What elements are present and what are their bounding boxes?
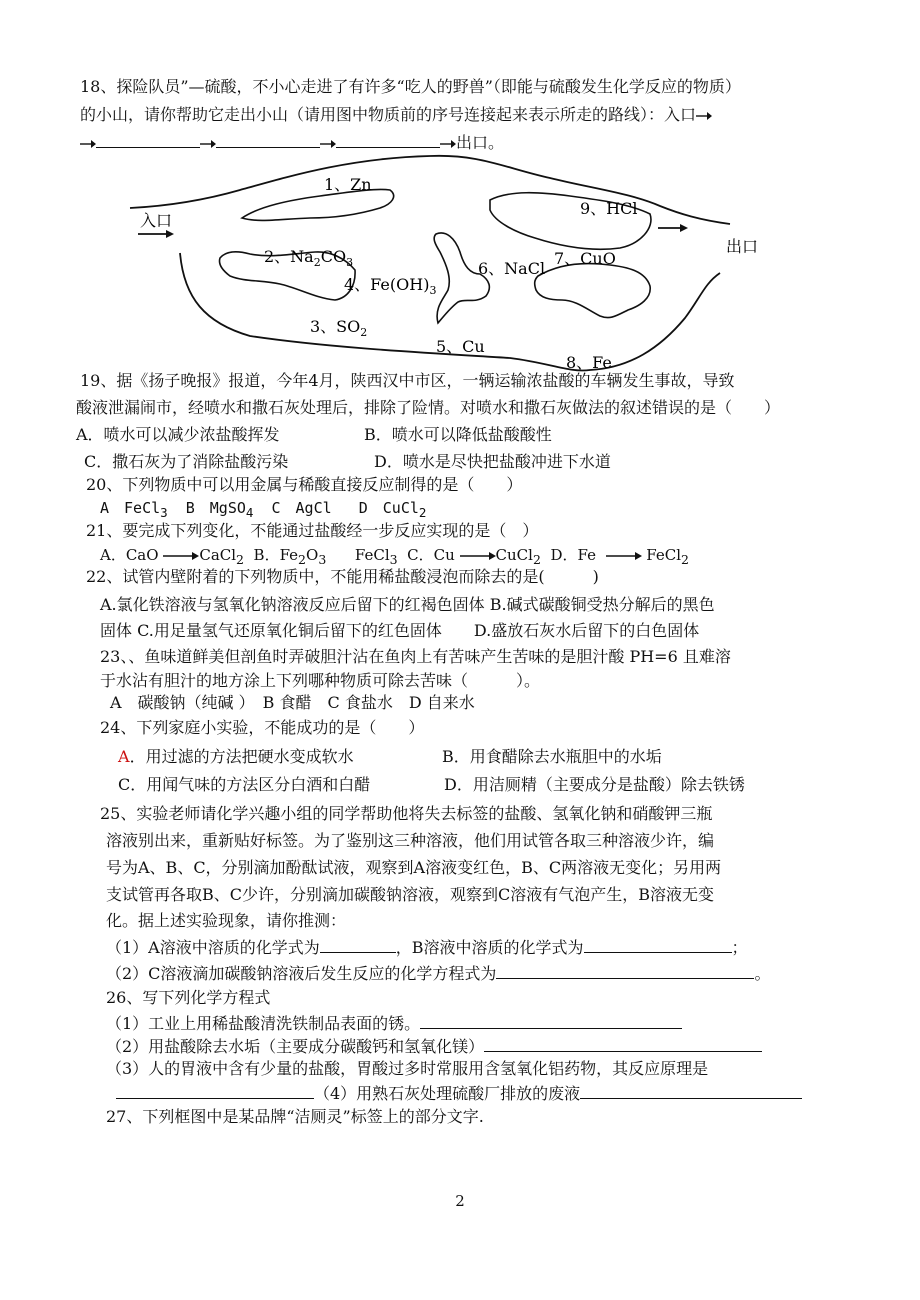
option-a[interactable]: A．用过滤的方法把硬水变成软水 [118,747,354,766]
arrow-right-icon [320,139,336,149]
island-cuo [535,264,651,318]
q18-line1: 18、探险队员”—硫酸，不小心走进了有许多“吃人的野兽”（即能与硫酸发生化学反应的物质） [80,77,741,96]
q20-stem: 20、下列物质中可以用金属与稀酸直接反应制得的是（ ） [86,475,523,494]
option-b[interactable]: B．用食醋除去水瓶胆中的水垢 [442,747,662,766]
q25-line1: 25、实验老师请化学兴趣小组的同学帮助他将失去标签的盐酸、氢氧化钠和硝酸钾三瓶 [100,804,713,823]
arrow-right-icon [163,551,199,561]
q23-options[interactable]: A 碳酸钠（纯碱 ） B 食醋 C 食盐水 D 自来水 [110,693,475,712]
option-b[interactable]: B．$Fe_2O_3$ FeCl$_3$ [253,546,398,567]
option-b[interactable]: B．喷水可以降低盐酸酸性 [364,425,552,444]
q19-line1: 19、据《扬子晚报》报道，今年4月，陕西汉中市区，一辆运输浓盐酸的车辆发生事故，导致 [80,371,735,390]
option-c[interactable]: C AgCl [271,499,332,517]
upper-boundary-line [130,156,730,224]
item-fe: 8、Fe [566,353,612,372]
q25-line3: 号为A、B、C，分别滴加酚酞试液，观察到A溶液变红色，B、C两溶液无变化；另用两 [106,858,722,877]
option-a[interactable]: A FeCl$_3$ [100,499,168,520]
answer-blank[interactable] [420,1012,682,1029]
q18-line2: 的小山，请你帮助它走出小山（请用图中物质前的序号连接起来表示所走的路线）：入口 [80,104,712,126]
q18-route-line: 出口。 [80,131,504,154]
q26-part3: （3）人的胃液中含有少量的盐酸，胃酸过多时常服用含氢氧化铝药物，其反应原理是 [106,1059,709,1078]
q23-line1: 23、、鱼味道鲜美但剖鱼时弄破胆汁沾在鱼肉上有苦味产生苦味的是胆汁酸 PH=6 且难溶 [100,647,731,666]
answer-blank[interactable] [496,962,754,979]
option-c[interactable]: C．用闻气味的方法区分白酒和白醋 [118,775,371,794]
q23-line2: 于水沾有胆汁的地方涂上下列哪种物质可除去苦味（ ）。 [100,671,541,690]
option-c[interactable]: C．Cu CuCl$_2$ [407,546,541,567]
option-a[interactable]: A．CaO CaCl$_2$ [100,546,244,567]
option-d[interactable]: D CuCl$_2$ [358,499,427,520]
arrow-right-icon [606,551,642,561]
q24-options-cd [118,774,745,796]
item-cu: 5、Cu [436,337,485,356]
q19-line2: 酸液泄漏闹市，经喷水和撒石灰处理后，排除了险情。对喷水和撒石灰做法的叙述错误的是（ ） [76,398,781,417]
arrow-right-icon [460,551,496,561]
q19-options-ab [76,424,552,446]
q27-stem: 27、下列框图中是某品牌“洁厕灵”标签上的部分文字. [106,1107,484,1126]
option-c[interactable]: C．撒石灰为了消除盐酸污染 [84,452,289,471]
q25-line2: 溶液别出来，重新贴好标签。为了鉴别这三种溶液，他们用试管各取三种溶液少许，编 [106,831,715,850]
q22-stem: 22、试管内壁附着的下列物质中，不能用稀盐酸浸泡而除去的是( ) [86,567,599,586]
option-d[interactable]: D．用洁厕精（主要成分是盐酸）除去铁锈 [444,775,745,794]
answer-blank[interactable] [216,131,320,148]
arrow-right-icon [696,111,712,121]
arrow-right-icon [200,139,216,149]
answer-blank[interactable] [580,1082,802,1099]
answer-blank[interactable] [484,1035,762,1052]
q26-part2: （2）用盐酸除去水垢（主要成分碳酸钙和氢氧化镁） [106,1035,762,1058]
q24-options-ab [118,746,662,768]
q26-stem: 26、写下列化学方程式 [106,988,271,1007]
item-zn: 1、Zn [324,175,372,194]
mountain-map-diagram [130,148,759,380]
q25-line4: 支试管再各取B、C少许，分别滴加碳酸钠溶液，观察到C溶液有气泡产生，B溶液无变 [106,885,715,904]
option-b[interactable]: B MgSO$_4$ [185,499,254,520]
q22-line2: 固体 C.用足量氢气还原氧化铜后留下的红色固体 D.盛放石灰水后留下的白色固体 [100,621,700,640]
q21-stem: 21、要完成下列变化，不能通过盐酸经一步反应实现的是（ ） [86,521,539,540]
item-hcl: 9、HCl [580,199,638,218]
q25-part1: （1）A溶液中溶质的化学式为 ，B溶液中溶质的化学式为 ； [106,938,748,957]
item-na2co3: 2、$Na_2CO_3$ [264,247,354,269]
arrow-right-icon [440,139,456,149]
q26-part1: （1）工业上用稀盐酸清洗铁制品表面的锈。 [106,1012,682,1035]
answer-blank[interactable] [320,936,396,953]
item-nacl: 6、NaCl [478,259,546,278]
option-d[interactable]: D．Fe FeCl$_2$ [550,546,689,567]
q25-part2: （2）C溶液滴加碳酸钠溶液后发生反应的化学方程式为 。 [106,964,771,983]
q26-part4: （4）用熟石灰处理硫酸厂排放的废液 [116,1082,802,1105]
item-so2: 3、$SO_2$ [310,317,368,339]
answer-blank[interactable] [116,1082,314,1099]
q25-line5: 化。据上述实验现象，请你推测： [106,911,347,930]
entrance-label: 入口 [140,211,173,230]
arrow-right-icon [80,139,96,149]
exit-label: 出口 [726,237,759,256]
page-number: 2 [455,1192,465,1210]
q24-stem: 24、下列家庭小实验，不能成功的是（ ） [100,718,425,737]
answer-blank[interactable] [336,131,440,148]
island-zn [242,189,394,220]
answer-blank[interactable] [96,131,200,148]
item-cuo: 7、CuO [554,249,616,268]
q19-options-cd [84,451,611,473]
q22-line1: A.氯化铁溶液与氢氧化钠溶液反应后留下的红褐色固体 B.碱式碳酸铜受热分解后的黑色 [100,595,715,614]
item-feoh3: 4、$Fe(OH)_3$ [344,275,437,297]
option-d[interactable]: D．喷水是尽快把盐酸冲进下水道 [374,452,611,471]
option-a[interactable]: A．喷水可以减少浓盐酸挥发 [76,425,280,444]
answer-blank[interactable] [584,936,732,953]
